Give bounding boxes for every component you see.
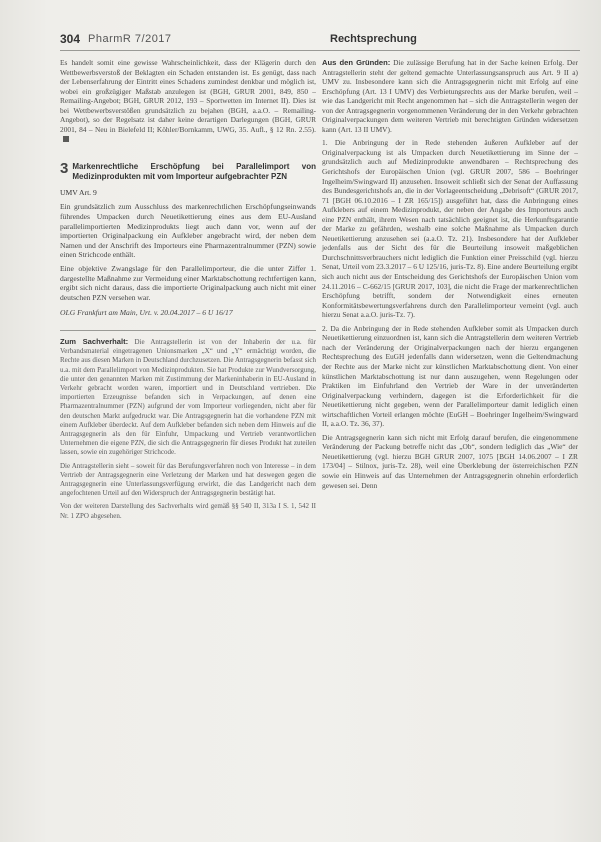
case-heading bbox=[60, 159, 316, 182]
guiding-principle-1: Ein grundsätzlich zum Ausschluss des markenrechtlichen Erschöpfungseinwands führendes Umpacken durch Neuetikettierung eines aus dem EU-Ausland parallelimportierten Medizinprodukts liegt auch dann vor, wenn auf der importierten Originalpackung ein Aufkleber angebracht wird, der neben dem Namen und der Anschrift des Importeurs eine Pharmazentralnummer (PZN) sowie einen Strichcode enthält. bbox=[60, 202, 316, 260]
intro-paragraph: Es handelt somit eine gewisse Wahrscheinlichkeit, dass der Klägerin durch den Wettbewerbsverstoß der Beklagten ein Schaden entstanden ist. Es genügt, dass nach der Lebenserfahrung der Eintritt eines Schadens zumindest denkbar und möglich ist, wobei ein großzügiger Maßstab anzulegen ist (BGH, GRUR 2001, 849, 850 – Remailing-Angebot; BGH, GRUR 2012, 193 – Sportwetten im Internet II). Dies ist bei Wettbewerbsverstößen grundsätzlich zu bejahen (BGH, a.a.O. – Remailing-Angebot), so der Regelsatz ist daher keine derartigen Darlegungen (BGH, GRUR 2001, 84 – Neu in Bielefeld II; Köhler/Bornkamm, UWG, 35. Aufl., § 12 Rn. 2.55). bbox=[60, 58, 316, 144]
facts-paragraph: Zum Sachverhalt: Die Antragstellerin ist von der Inhaberin der u.a. für Verbandsmaterial eingetragenen Unionsmarken „X“ und „Y“ ermächtigt worden, die Rechte aus diesen Marken in Deutschland durchzusetzen. Die Antragsgegnerin befasst sich u.a. mit dem Parallelimport von Medizinprodukten. Sie hat Produkte zur Wundversorgung, die unter den genannten Marken mit Zustimmung der Markeninhaberin in EU-Ausland in Verkehr gebracht worden waren, importiert und in Deutschland vertrieben. Die importierten Erzeugnisse befanden sich in Verpackungen, auf denen eine Pharmazentralnummer (PZN) aufgrund der vom Importeur vorliegenden, nicht aber für den deutschen Markt aufgedruckt war. Die Antragsgegnerin hat die vorhandene PZN mit einem Aufkleber überdeckt. Auf dem Aufkleber befanden sich neben dem Hinweis auf die Antragsgegnerin als den für Einfuhr, Umpackung und Vertrieb verantwortlichen Unternehmen die eigene PZN, die sich die Antragsgegnerin für dieses Produkt hat zuteilen lassen, sowie ein zugehöriger Strichcode. bbox=[60, 336, 316, 457]
procedure-paragraph: Die Antragstellerin sieht – soweit für das Berufungsverfahren noch von Interesse – in dem Vertrieb der Antragsgegnerin eine Verletzung der Marken und hat deswegen gegen die Antragsgegnerin eine Unterlassungsverfügung erwirkt, die das Landgericht nach dem angefochtenen Urteil auf den Widerspruch der Antragsgegnerin bestätigt hat. bbox=[60, 461, 316, 498]
section-title: Rechtsprechung bbox=[330, 33, 417, 45]
reasons-point-2: 2. Da die Anbringung der in Rede stehenden Aufkleber somit als Umpacken durch Neuetikettierung einzuordnen ist, kann sich die Antragstellerin dem weiteren Vertrieb nach der Veränderung der Originalverpackungen nach der hierzu ergangenen Rechtsprechung des EuGH jedenfalls dann widersetzen, wenn die Geltendmachung der Rechte aus der Marke nicht zur künstlichen Marktabschottung dient. Von einer künstlichen Marktabschottung ist nur dann auszugehen, wenn Regelungen oder Praktiken im Einfuhrland den Vertrieb der Ware in der unveränderten Originalverpackung verhindern, dagegen ist die Erforderlichkeit für die Neuetikettierung nicht gegeben, wenn der Parallelimporteur damit lediglich einen wirtschaftlichen Vorteil erlangen möchte (EuGH – Boehringer Ingelheim/Swingward II, a.a.O. Tz. 36, 37). bbox=[322, 323, 578, 429]
end-of-article-square bbox=[63, 136, 69, 142]
reasons-point-3: Die Antragsgegnerin kann sich nicht mit Erfolg darauf berufen, die eingenommene Veränderung der Packung betreffe nicht das „Ob“, sondern lediglich das „Wie“ der Neuetikettierung (vgl. hierzu BGH GRUR 2007, 1075 [BGH 14.06.2007 – I ZR 173/04] – Stilnox, juris-Tz. 28), weil eine Überklebung der österreichischen PZN sowie ein Hinweis auf das Unternehmen der Antragsgegnerin ohnehin erforderlich gewesen sei. Denn bbox=[322, 432, 578, 490]
court-citation: OLG Frankfurt am Main, Urt. v. 20.04.2017 – 6 U 16/17 bbox=[60, 308, 233, 318]
page-header bbox=[60, 30, 580, 51]
divider bbox=[60, 330, 316, 331]
reasons-paragraph: Aus den Gründen: Die zulässige Berufung hat in der Sache keinen Erfolg. Der Antragstellerin steht der geltend gemachte Unterlassungsanspruch aus Art. 9 II a) UMV zu. Insbesondere kann sich die Antragsgegnerin nicht mit Erfolg auf eine Erschöpfung (Art. 13 I UMV) des Verbietungsrechts aus der Marke berufen, weil – wie das Landgericht mit Recht angenommen hat – sich die Antragstellerin wegen der von der Antragsgegnerin vorgenommenen Veränderung der in den Verkehr gebrachten Originalverpackungen dem weiteren Vertrieb mit berechtigten Gründen widersetzen kann (Art. 13 II UMV). bbox=[322, 58, 578, 134]
reasons-label: Aus den Gründen: bbox=[322, 58, 391, 67]
statute-reference: UMV Art. 9 bbox=[60, 187, 97, 197]
case-number: 3 bbox=[60, 159, 69, 177]
reference-paragraph: Von der weiteren Darstellung des Sachverhalts wird gemäß §§ 540 II, 313a I S. 1, 542 II Nr. 1 ZPO abgesehen. bbox=[60, 502, 316, 520]
reasons-point-1: 1. Die Anbringung der in Rede stehenden äußeren Aufkleber auf der Originalverpackung ist als Umpacken durch Neuetikettierung im Sinne der – grundsätzlich auch auf Medizinprodukte anwendbaren – Rechtsprechung des Gerichtshofs der Europäischen Union (vgl. GRUR 2007, 586 – Boehringer Ingelheim/Swingward II) anzusehen. Insoweit schließt sich der Senat der Auffassung des Bundesgerichtshofs an, die in der Vorlageentscheidung „Debrisoft“ (GRUR 2017, 71 [BGH 06.10.2016 – I ZR 165/15]) ausgeführt hat, dass die Anbringung eines Aufklebers auf einem Medizinprodukt, der neben der Angabe des Importeurs auch eine PZN enthält, ihrem Wesen nach tatsächlich geeignet ist, die Herkunftsgarantie der Marke zu gefährden, weshalb eine solche Maßnahme als Umpacken durch Neuetikettierung anzusehen sei (a.a.O. Tz. 21). Insbesondere hat der Aufkleber jedenfalls aus der Sicht des für die Beurteilung insoweit maßgeblichen Durchschnittsverbrauchers nicht lediglich die Funktion einer Preisschild (vgl. hierzu Senat, Urteil vom 23.3.2017 – 6 U 125/16, juris-Tz. 8). Eine andere Beurteilung ergibt sich auch nicht aus der Entscheidung des Gerichtshofs der Europäischen Union vom 24.11.2016 – C-662/15 [GRUR 2017, 103], die nicht die Frage der markenrechtlichen Erschöpfung betrifft, sondern der Notwendigkeit eines erneuten Konformitätsbewertungsverfahrens durch den Parallelimporteur verneint (vgl. auch hierzu Senat a.a.O. juris-Tz. 7). bbox=[322, 138, 578, 320]
facts-label: Zum Sachverhalt: bbox=[60, 336, 129, 346]
right-column bbox=[322, 58, 578, 494]
case-title: Markenrechtliche Erschöpfung bei Parallelimport von Medizinprodukten mit vom Importeur aufgebrachter PZN bbox=[72, 161, 316, 181]
guiding-principle-2: Eine objektive Zwangslage für den Parallelimporteur, die die unter Ziffer 1. dargestellte Maßnahme zur Vermeidung einer Marktabschottung rechtfertigen kann, ergibt sich nicht daraus, dass die importierte Originalpackung auch nicht mit einer deutschen PZN versehen war. bbox=[60, 264, 316, 302]
journal-title: PharmR 7/2017 bbox=[88, 33, 172, 45]
left-column bbox=[60, 58, 316, 525]
page-number: 304 bbox=[60, 32, 81, 46]
